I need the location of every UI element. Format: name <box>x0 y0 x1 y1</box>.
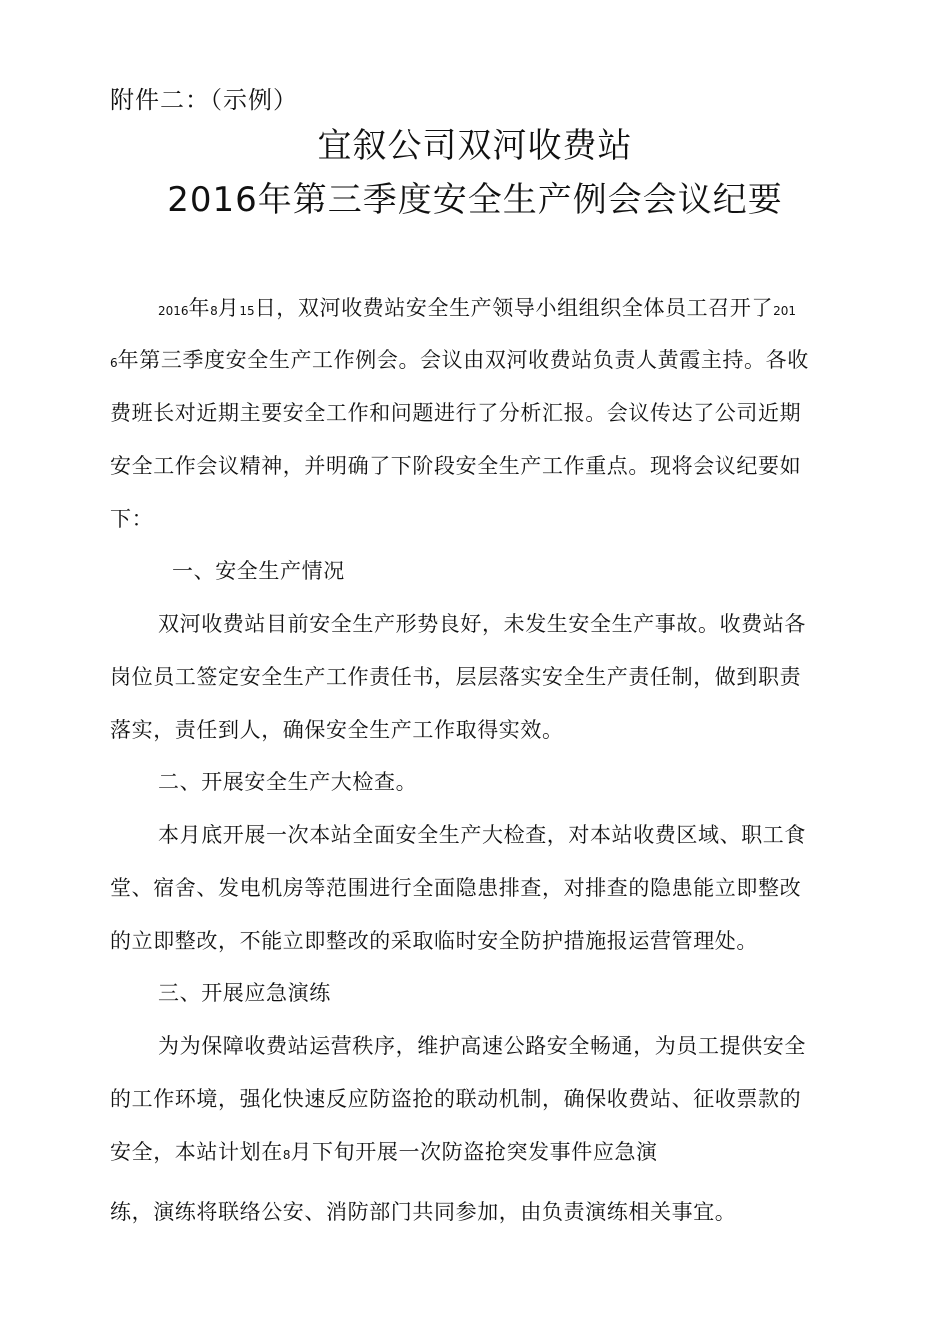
section-3-line-1: 为为保障收费站运营秩序，维护高速公路安全畅通，为员工提供安全 <box>158 1034 806 1058</box>
intro-year: 2016 <box>158 304 189 318</box>
section-3-line-2: 的工作环境，强化快速反应防盗抢的联动机制，确保收费站、征收票款的 <box>110 1087 802 1111</box>
section-2-line-2: 堂、宿舍、发电机房等范围进行全面隐患排查，对排查的隐患能立即整改 <box>110 876 802 900</box>
section-3-line-3-month: 8 <box>282 1148 291 1162</box>
intro-line-5: 下： <box>110 507 154 531</box>
document-title-line-1: 宜叙公司双河收费站 <box>317 126 633 166</box>
intro-line-3: 费班长对近期主要安全工作和问题进行了分析汇报。会议传达了公司近期 <box>110 401 802 425</box>
section-3-line-3-head: 安全，本站计划在 <box>110 1140 283 1164</box>
attachment-label: 附件二：（示例） <box>110 86 298 114</box>
intro-year-char: 年 <box>188 296 211 320</box>
intro-month: 8 <box>210 304 218 318</box>
section-3-line-3 <box>110 1136 658 1166</box>
intro-line-4: 安全工作会议精神，并明确了下阶段安全生产工作重点。现将会议纪要如 <box>110 454 802 478</box>
section-1-line-2: 岗位员工签定安全生产工作责任书，层层落实安全生产责任制，做到职责 <box>110 665 802 689</box>
intro-line-2 <box>110 344 809 374</box>
section-1-line-3: 落实，责任到人，确保安全生产工作取得实效。 <box>110 718 564 742</box>
section-1-heading: 一、安全生产情况 <box>172 559 345 583</box>
intro-day: 15 <box>239 304 255 318</box>
intro-line-2-text: 年第三季度安全生产工作例会。会议由双河收费站负责人黄霞主持。各收 <box>117 348 809 372</box>
section-2-line-3: 的立即整改，不能立即整改的采取临时安全防护措施报运营管理处。 <box>110 929 758 953</box>
section-1-line-1: 双河收费站目前安全生产形势良好，未发生安全生产事故。收费站各 <box>158 612 806 636</box>
intro-line-1 <box>158 292 796 322</box>
section-3-line-3-tail: 月下旬开展一次防盗抢突发事件应急演 <box>290 1140 658 1164</box>
intro-line-2-head: 6 <box>110 356 118 370</box>
section-2-heading: 二、开展安全生产大检查。 <box>158 770 418 794</box>
section-2-line-1: 本月底开展一次本站全面安全生产大检查，对本站收费区域、职工食 <box>158 823 806 847</box>
intro-line-1-tail: 201 <box>773 304 796 318</box>
intro-month-char: 月 <box>217 296 240 320</box>
section-3-line-4: 练，演练将联络公安、消防部门共同参加，由负责演练相关事宜。 <box>110 1200 737 1224</box>
intro-line-1-text: 日，双河收费站安全生产领导小组组织全体员工召开了 <box>254 296 774 320</box>
section-3-heading: 三、开展应急演练 <box>158 981 331 1005</box>
document-title-line-2: 2016年第三季度安全生产例会会议纪要 <box>167 180 783 220</box>
